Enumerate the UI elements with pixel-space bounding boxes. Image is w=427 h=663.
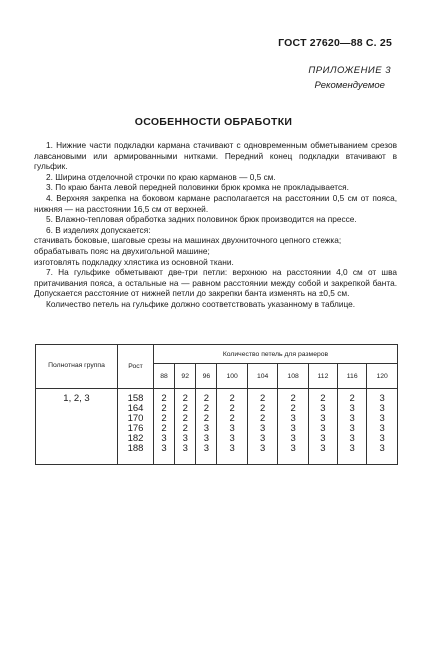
count-value: 2 — [229, 403, 235, 414]
count-value: 2 — [259, 403, 266, 414]
header-group: Полнотная группа — [36, 345, 118, 389]
count-value: 2 — [203, 403, 209, 414]
size-header: 104 — [247, 364, 277, 389]
paragraph: изготовлять подкладку хлястика из основной ткани. — [34, 256, 234, 267]
count-value: 2 — [161, 423, 167, 434]
count-value: 3 — [229, 423, 235, 434]
paragraph: Количество петель на гульфике должно соответствовать указанному в таблице. — [46, 298, 356, 309]
size-header: 112 — [308, 364, 337, 389]
count-value: 2 — [161, 403, 167, 414]
paragraph: 2. Ширина отделочной строчки по краю карманов — 0,5 см. — [46, 171, 276, 182]
count-value: 3 — [290, 433, 296, 444]
paragraph: 6. В изделиях допускается: — [46, 224, 151, 235]
count-value: 3 — [349, 423, 355, 434]
count-value: 3 — [182, 443, 188, 454]
height-value: 170 — [127, 413, 144, 424]
count-value: 3 — [349, 403, 355, 414]
heights-cell — [118, 389, 154, 465]
body-text — [34, 140, 397, 310]
count-value: 3 — [259, 423, 266, 434]
paragraph: 5. Влажно-тепловая обработка задних половинок брюк производится на прессе. — [46, 214, 357, 225]
appendix-block — [308, 63, 391, 93]
count-value: 3 — [259, 433, 266, 444]
count-value: 3 — [320, 433, 326, 444]
count-value: 3 — [349, 443, 355, 454]
height-value: 188 — [127, 443, 144, 454]
count-value: 3 — [320, 403, 326, 414]
count-column — [247, 389, 277, 465]
size-header: 100 — [217, 364, 247, 389]
section-title: ОСОБЕННОСТИ ОБРАБОТКИ — [134, 116, 293, 128]
count-value: 3 — [320, 443, 326, 454]
appendix-label: ПРИЛОЖЕНИЕ 3 — [308, 65, 391, 76]
size-header: 96 — [196, 364, 217, 389]
paragraph: стачивать боковые, шаговые срезы на машинах двухниточного цепного стежка; — [34, 235, 342, 246]
count-value: 2 — [229, 413, 235, 424]
size-header: 88 — [154, 364, 175, 389]
count-value: 3 — [290, 423, 296, 434]
count-value: 3 — [379, 433, 385, 444]
table-row — [36, 389, 398, 465]
count-value: 3 — [229, 443, 235, 454]
count-column — [154, 389, 175, 465]
count-value: 3 — [290, 413, 296, 424]
count-value: 2 — [290, 403, 296, 414]
count-value: 3 — [259, 443, 266, 454]
count-value: 3 — [203, 423, 209, 434]
paragraph: 1. Нижние части подкладки кармана стачивают с одновременным обметыванием срезов лавсановыми или армированными нитками. Передний конец подкладки втачивают в гульфик. — [34, 140, 397, 172]
count-value: 3 — [320, 413, 326, 424]
count-value: 3 — [349, 413, 355, 424]
count-column — [175, 389, 196, 465]
height-value: 182 — [127, 433, 144, 444]
count-column — [217, 389, 247, 465]
count-value: 3 — [320, 423, 326, 434]
height-value: 158 — [127, 393, 144, 404]
count-value: 2 — [161, 413, 167, 424]
count-value: 3 — [379, 403, 385, 414]
count-value: 2 — [182, 403, 188, 414]
count-value: 3 — [379, 423, 385, 434]
count-value: 2 — [182, 393, 188, 404]
count-value: 3 — [379, 443, 385, 454]
count-value: 3 — [203, 433, 209, 444]
count-column — [308, 389, 337, 465]
count-column — [367, 389, 398, 465]
count-column — [278, 389, 308, 465]
count-value: 2 — [161, 393, 167, 404]
paragraph: обрабатывать пояс на двухигольной машине; — [34, 245, 210, 256]
count-value: 2 — [182, 413, 188, 424]
size-header: 116 — [338, 364, 367, 389]
count-value: 2 — [290, 393, 296, 404]
paragraph: 4. Верхняя закрепка на боковом кармане располагается на расстоянии 0,5 см от пояса, нижняя — на расстоянии 16,5 см от верхней. — [34, 192, 397, 214]
count-value: 2 — [259, 393, 266, 404]
count-column — [196, 389, 217, 465]
paragraph: 3. По краю банта левой передней половинки брюк кромка не прокладывается. — [46, 182, 349, 193]
count-value: 3 — [161, 433, 167, 444]
count-value: 3 — [349, 433, 355, 444]
header-sizes: Количество петель для размеров — [154, 345, 398, 364]
count-value: 2 — [349, 393, 355, 404]
count-value: 3 — [203, 443, 209, 454]
count-value: 2 — [203, 413, 209, 424]
paragraph: 7. На гульфике обметывают две-три петли: верхнюю на расстоянии 4,0 см от шва притачивания пояса, а остальные на — равном расстоянии между собой и закрепкой банта. Допускается расстояние от нижней петли до закрепки банта изменять на ±0,5 см. — [34, 267, 397, 299]
size-header: 108 — [278, 364, 308, 389]
count-value: 3 — [290, 443, 296, 454]
count-value: 3 — [182, 433, 188, 444]
count-value: 2 — [229, 393, 235, 404]
count-column — [338, 389, 367, 465]
count-value: 3 — [229, 433, 235, 444]
size-header: 92 — [175, 364, 196, 389]
count-value: 2 — [182, 423, 188, 434]
count-value: 2 — [259, 413, 266, 424]
standard-header: ГОСТ 27620—88 С. 25 — [278, 37, 392, 49]
appendix-status: Рекомендуемое — [314, 80, 385, 91]
count-value: 3 — [379, 393, 385, 404]
header-height: Рост — [118, 345, 154, 389]
height-value: 176 — [127, 423, 144, 434]
size-header: 120 — [367, 364, 398, 389]
count-value: 2 — [320, 393, 326, 404]
count-value: 3 — [161, 443, 167, 454]
group-cell: 1, 2, 3 — [36, 389, 118, 465]
buttonhole-count-table — [35, 344, 398, 465]
count-value: 3 — [379, 413, 385, 424]
height-value: 164 — [127, 403, 144, 414]
count-value: 2 — [203, 393, 209, 404]
